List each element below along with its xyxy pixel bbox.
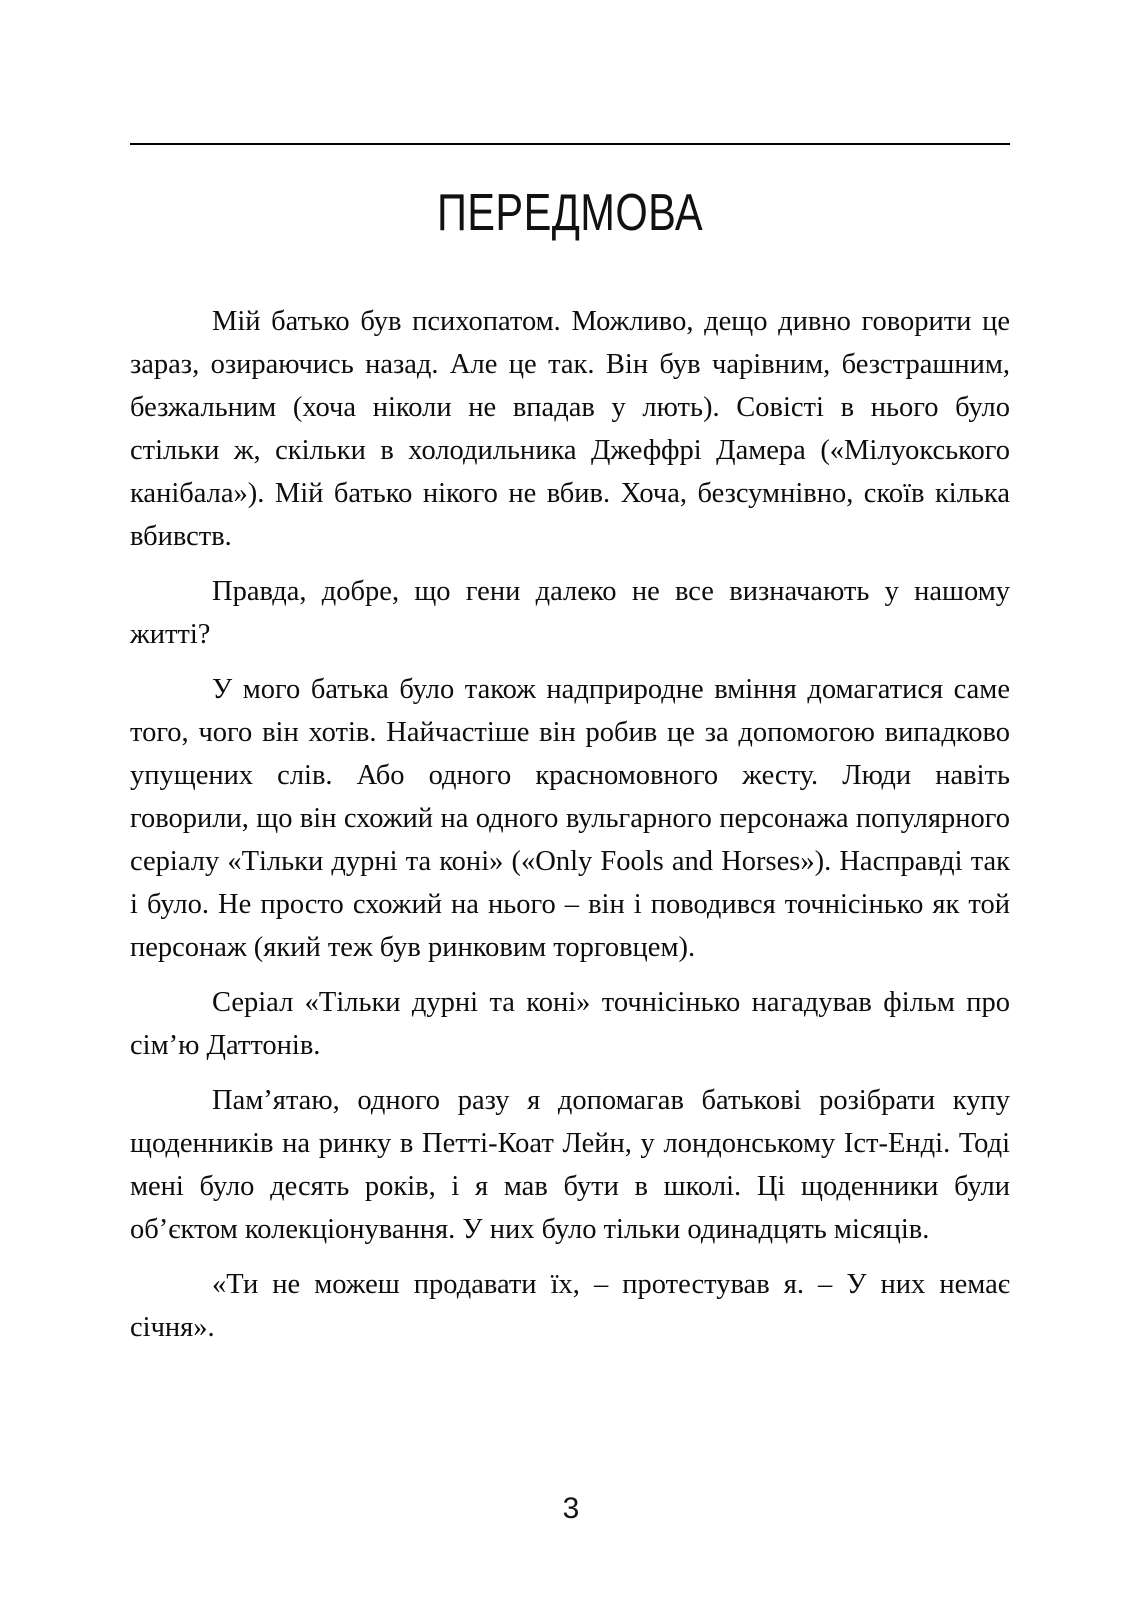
header-rule (130, 143, 1010, 145)
paragraph: «Ти не можеш продавати їх, – протестував я. – У них немає січня». (130, 1269, 1010, 1343)
page-number: 3 (562, 1492, 580, 1525)
paragraph: Мій батько був психопатом. Можливо, дещо дивно говорити це зараз, озираючись назад. Але це так. Він був чарівним, безстрашним, безжальним (хоча ніколи не впадав у лють). Совісті в нього було стільки ж, скільки в холодильника Джеффрі Дамера («Мілуокського канібала»). Мій батько нікого не вбив. Хоча, безсумнівно, скоїв кілька вбивств. (130, 306, 1010, 552)
body-text (130, 300, 1010, 1361)
paragraph: Пам’ятаю, одного разу я допомагав батькові розібрати купу щоденників на ринку в Петті-Коат Лейн, у лондонському Іст-Енді. Тоді мені було десять років, і я мав бути в школі. Ці щоденники були об’єктом колекціонування. У них було тільки одинадцять місяців. (130, 1085, 1010, 1245)
paragraph: Правда, добре, що гени далеко не все визначають у нашому житті? (130, 576, 1010, 650)
paragraph: Серіал «Тільки дурні та коні» точнісінько нагадував фільм про сім’ю Даттонів. (130, 987, 1010, 1061)
paragraph: У мого батька було також надприродне вміння домагатися саме того, чого він хотів. Найчастіше він робив це за допомогою випадково упущених слів. Або одного красномовного жесту. Люди навіть говорили, що він схожий на одного вульгарного персонажа популярного серіалу «Тільки дурні та коні» («Only Fools and Horses»). Насправді так і було. Не просто схожий на нього – він і поводився точнісінько як той персонаж (який теж був ринковим торговцем). (130, 674, 1010, 963)
page-title: ПЕРЕДМОВА (436, 183, 704, 242)
